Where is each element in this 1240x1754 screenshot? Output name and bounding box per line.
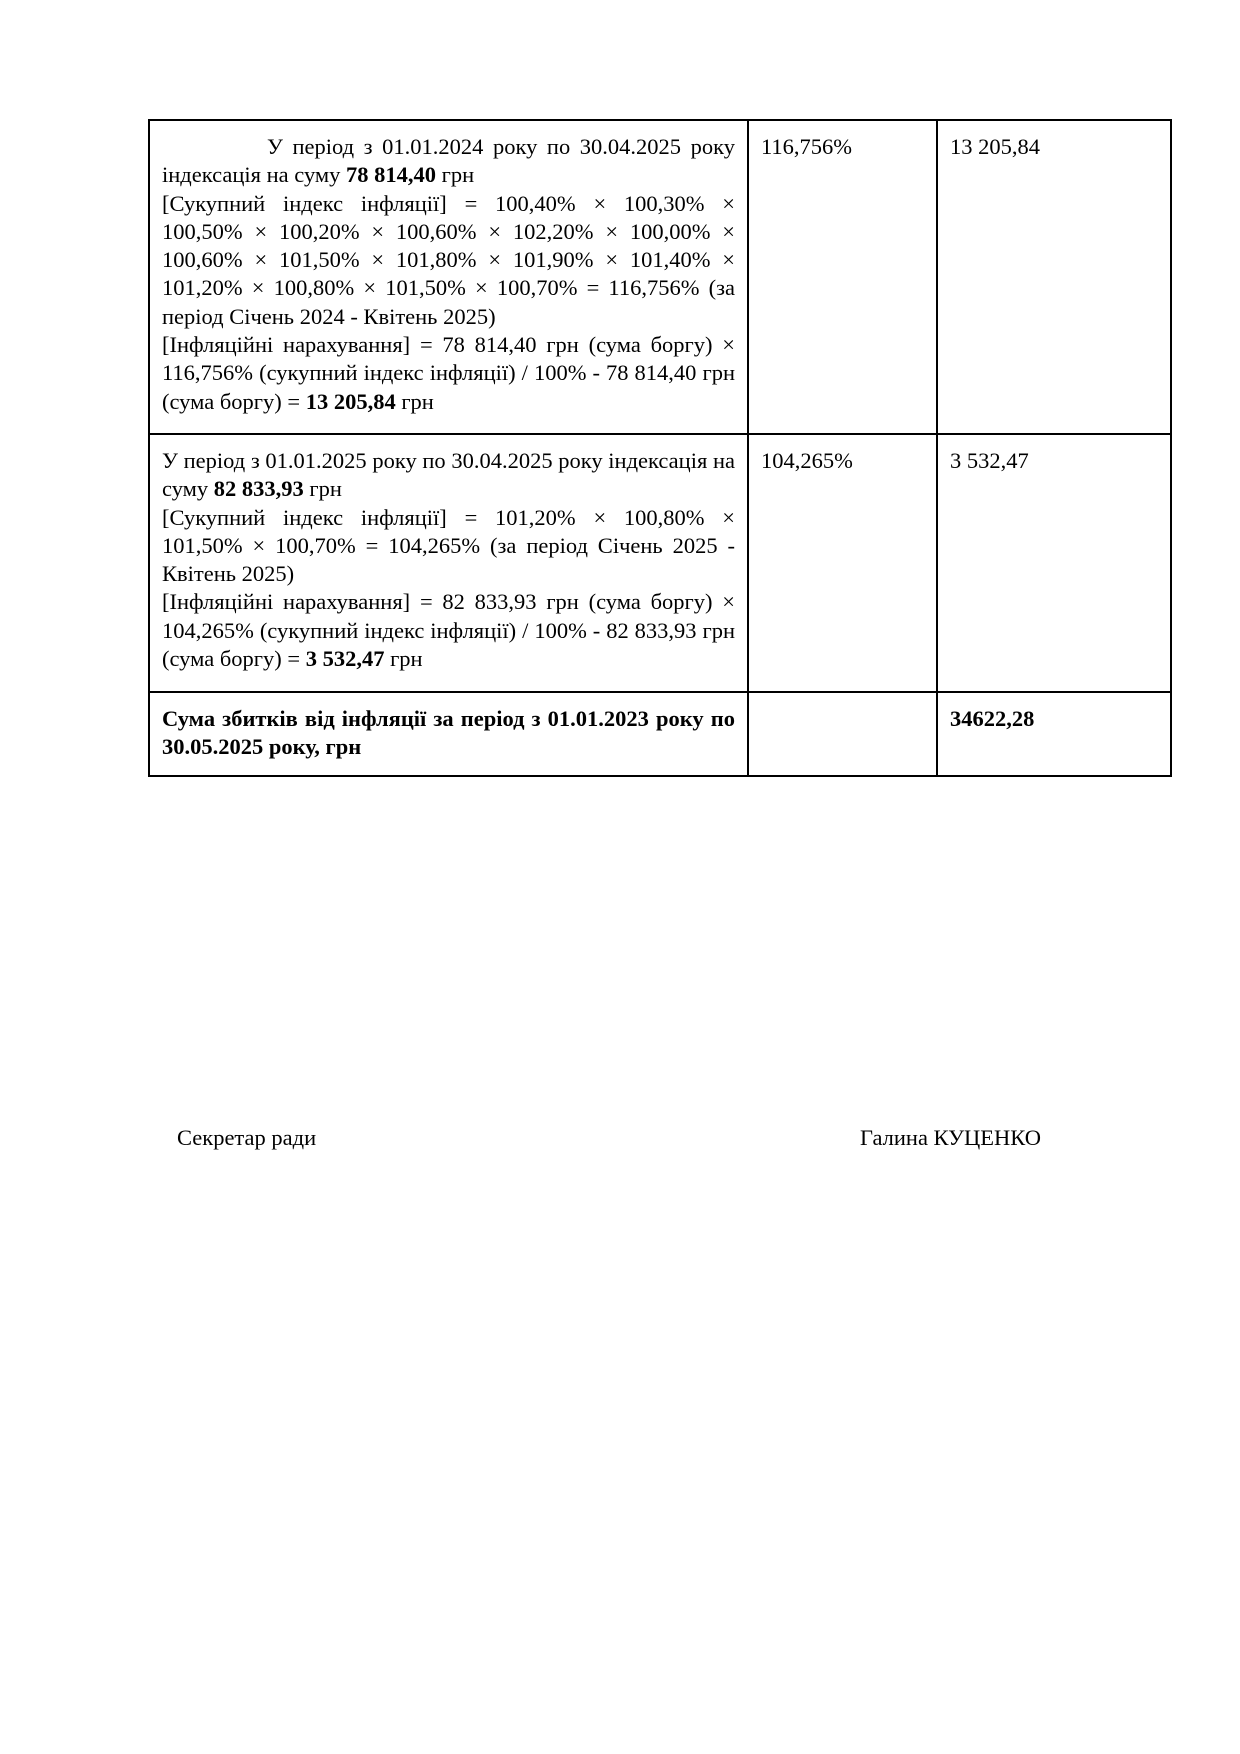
row-amount-value: 3 532,47 — [937, 434, 1171, 692]
row-formula-index: [Сукупний індекс інфляції] = 101,20% × 100,80% × 101,50% × 100,70% = 104,265% (за період Січень 2025 - Квітень 2025) — [162, 504, 735, 587]
signatory-name: Галина КУЦЕНКО — [860, 1125, 1041, 1150]
row-formula-accrual: [Інфляційні нарахування] = 78 814,40 грн (сума боргу) × 116,756% (сукупний індекс інфляції) / 100% - 78 814,40 грн (сума боргу) = 13 205,84 грн — [162, 332, 735, 414]
row-intro: У період з 01.01.2025 року по 30.04.2025 року індексація на суму 82 833,93 грн — [162, 448, 735, 502]
row-formula-index: [Сукупний індекс інфляції] = 100,40% × 100,30% × 100,50% × 100,20% × 100,60% × 102,20% × 100,00% × 100,60% × 101,50% × 101,80% × 101,90% × 101,40% × 101,20% × 100,80% × 101,50% × 100,70% = 116,756% (за період Січень 2024 - Квітень 2025) — [162, 190, 735, 329]
total-index-value — [748, 692, 937, 776]
table-row — [149, 120, 1171, 434]
row-index-value: 104,265% — [748, 434, 937, 692]
total-row — [149, 692, 1171, 776]
total-amount-value: 34622,28 — [937, 692, 1171, 776]
row-description — [149, 434, 748, 692]
inflation-losses-table — [148, 119, 1172, 777]
signatory-position: Секретар ради — [177, 1125, 317, 1150]
row-intro: У період з 01.01.2024 року по 30.04.2025 року індексація на суму 78 814,40 грн — [162, 134, 735, 188]
row-amount-value: 13 205,84 — [937, 120, 1171, 434]
row-description — [149, 120, 748, 434]
table-row — [149, 434, 1171, 692]
row-formula-accrual: [Інфляційні нарахування] = 82 833,93 грн (сума боргу) × 104,265% (сукупний індекс інфляції) / 100% - 82 833,93 грн (сума боргу) = 3 532,47 грн — [162, 589, 735, 672]
row-index-value: 116,756% — [748, 120, 937, 434]
total-label: Сума збитків від інфляції за період з 01.01.2023 року по 30.05.2025 року, грн — [149, 692, 748, 776]
